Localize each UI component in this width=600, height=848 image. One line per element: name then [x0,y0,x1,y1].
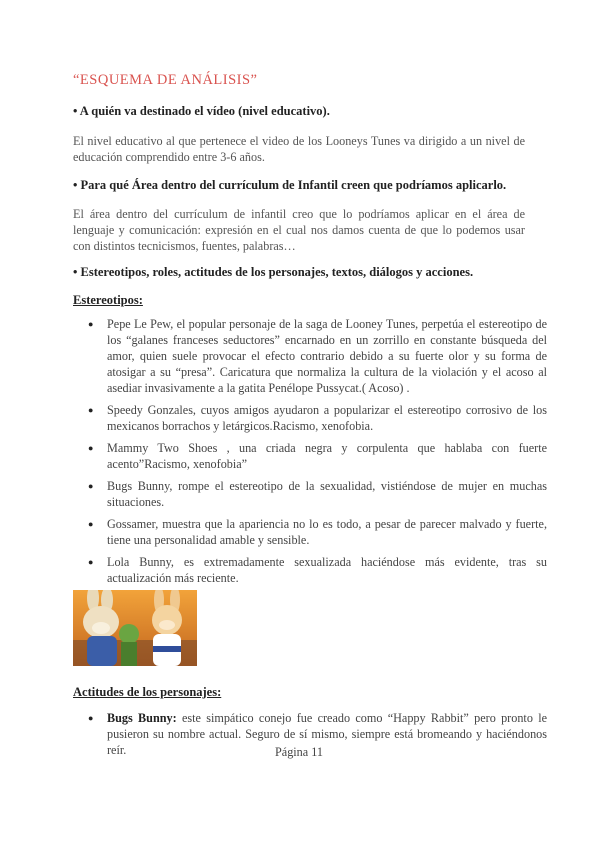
answer-curriculum-area: El área dentro del currículum de infantil creo que lo podríamos aplicar en el área de lenguaje y comunicación: expresión en el cual nos damos cuenta de que lo podemos usar con distintos tecnicismos, fuentes, palabras… [73,207,525,253]
list-item: ● Speedy Gonzales, cuyos amigos ayudaron a popularizar el estereotipo corrosivo de los mexicanos borrachos y letárgicos.Racismo, xenofobia. [107,402,547,434]
question-curriculum-area: • Para qué Área dentro del currículum de Infantil creen que podríamos aplicarlo. [73,178,507,192]
list-item: ● Mammy Two Shoes , una criada negra y corpulenta que hablaba con fuerte acento”Racismo, xenofobia” [107,440,547,472]
page-number: Página 11 [275,745,323,759]
list-item: ● Lola Bunny, es extremadamente sexualizada haciéndose más evidente, tras su actualización más reciente. [107,554,547,586]
cartoon-characters-image [73,590,197,666]
character-description: este simpático conejo fue creado como “Happy Rabbit” pero pronto le pusieron su nombre actual. Seguro de sí mismo, siempre está bromeando y haciéndonos reír. [107,711,548,757]
list-item: ● Pepe Le Pew, el popular personaje de la saga de Looney Tunes, perpetúa el estereotipo de los “galanes franceses seductores” encarnado en un zorrillo en constante búsqueda del amor, quien suele provocar el efecto contrario debido a su fuerte olor y su forma de atosigar a su “presa”. Caricatura que normaliza la cultura de la violación y el acoso al asediar invasivamente a la gatita Penélope Pussycat.( Acoso) . [107,316,547,396]
character-name: Bugs Bunny: [107,711,177,725]
question-stereotypes-roles: • Estereotipos, roles, actitudes de los personajes, textos, diálogos y acciones. [73,265,474,279]
list-item: ● Bugs Bunny, rompe el estereotipo de la sexualidad, vistiéndose de mujer en muchas situaciones. [107,478,547,510]
stereotypes-list [88,316,547,592]
list-item: ● Gossamer, muestra que la apariencia no lo es todo, a pesar de parecer malvado y fuerte, tiene una personalidad amable y sensible. [107,516,547,548]
question-target-audience: • A quién va destinado el vídeo (nivel educativo). [73,104,330,118]
answer-target-audience: El nivel educativo al que pertenece el video de los Looneys Tunes va dirigido a un nivel de educación comprendido entre 3-6 años. [73,134,525,164]
page-heading: “ESQUEMA DE ANÁLISIS” [73,72,258,88]
list-item [107,710,547,758]
attitudes-subheading: Actitudes de los personajes: [73,685,222,699]
stereotypes-subheading: Estereotipos: [73,293,143,307]
